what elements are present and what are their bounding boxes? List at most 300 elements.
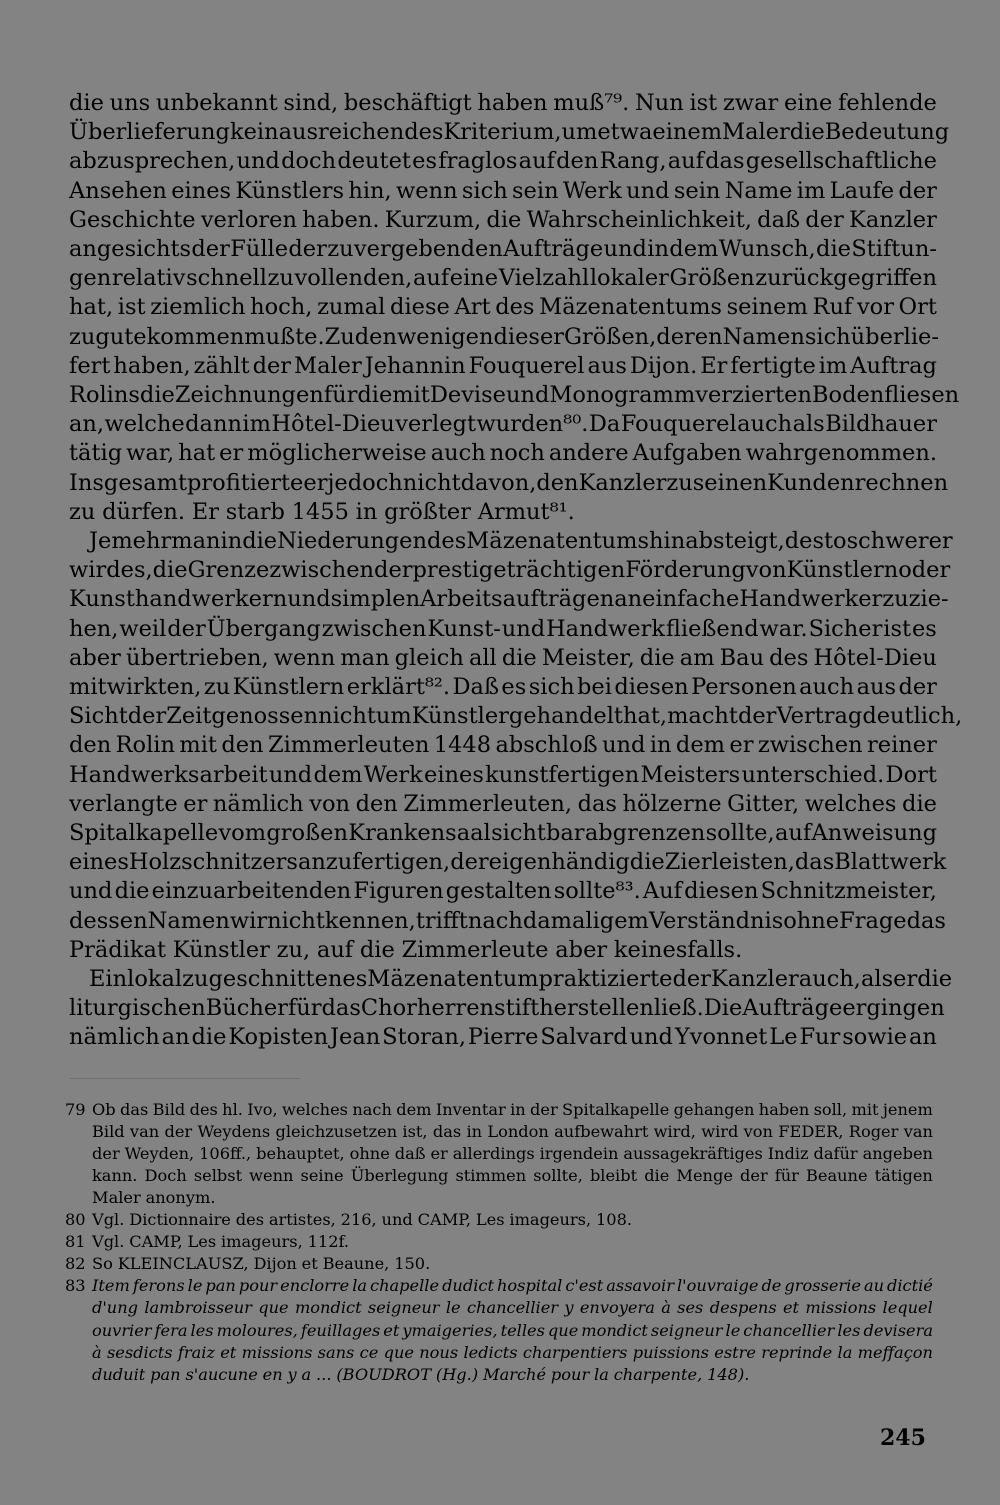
word: wird — [701, 1122, 739, 1142]
word: dafür — [813, 1144, 858, 1164]
word: Hôtel-Dieu — [271, 411, 395, 438]
word: reiner — [867, 732, 937, 759]
word: die — [902, 790, 937, 817]
word: jedoch — [327, 469, 403, 496]
word: wenigen — [397, 323, 494, 350]
word: Beaune — [806, 1166, 868, 1186]
word: nicht — [318, 703, 376, 730]
word: fertigte — [730, 352, 816, 379]
word: reprinde — [761, 1342, 833, 1362]
word: mit — [851, 1100, 879, 1119]
word: sollte, — [533, 1166, 583, 1186]
word: und — [505, 382, 550, 408]
footnote-number: 79 — [65, 1100, 86, 1119]
word: zwar — [722, 90, 779, 116]
word: Mäzenatentum — [367, 966, 539, 992]
word: und — [602, 732, 646, 759]
word: Aufgaben — [632, 440, 742, 467]
word: mondict — [581, 1320, 648, 1340]
word: an — [909, 1024, 937, 1051]
word: Stiftun- — [851, 236, 937, 262]
word: am — [679, 644, 715, 671]
word: Kunden — [767, 469, 855, 496]
word: vergebenden — [353, 236, 503, 262]
word: Werk — [363, 761, 423, 788]
word: van — [903, 1122, 933, 1142]
word: Dijon. — [629, 352, 698, 379]
word: die — [639, 644, 675, 671]
word: charpentiers — [522, 1342, 628, 1362]
footnote-line — [65, 1364, 933, 1386]
word: Kanzler — [578, 469, 667, 496]
text-line — [69, 906, 946, 936]
word: zugute — [69, 323, 147, 350]
word: das — [794, 849, 835, 876]
word: herstellen — [539, 995, 654, 1022]
word: er — [183, 790, 208, 817]
word: er — [893, 966, 918, 992]
word: uns — [109, 90, 151, 116]
word: Namen — [147, 907, 230, 934]
word: la — [594, 1364, 609, 1384]
word: Er — [700, 352, 728, 379]
word: et — [782, 1298, 800, 1318]
word: Spitalkapelle — [69, 820, 219, 846]
word: Arbeitsaufträgen — [420, 586, 615, 613]
word: 150. — [394, 1254, 431, 1274]
word: soll, — [813, 1100, 848, 1119]
text-line — [69, 234, 937, 264]
word: Künstler — [411, 703, 509, 730]
word: le — [725, 1320, 741, 1340]
footnote-line — [65, 1275, 933, 1297]
word: es — [412, 148, 438, 175]
word: mit — [392, 382, 430, 408]
word: le — [445, 1298, 461, 1318]
word: Dort — [885, 761, 937, 788]
word: gleich — [394, 644, 464, 671]
word: Beaune, — [322, 1254, 390, 1274]
word: nach — [352, 1100, 392, 1119]
word: ce — [359, 1342, 379, 1362]
word: chancellier — [466, 1298, 559, 1318]
word: kunstfertigen — [485, 761, 640, 788]
page-number: 245 — [880, 1425, 926, 1451]
footnote-text — [92, 1253, 933, 1275]
footnote-number: 81 — [65, 1232, 86, 1252]
text-line — [69, 555, 951, 585]
word: Wahrscheinlichkeit, — [526, 206, 752, 233]
word: dem — [669, 236, 719, 262]
word: ouvrier — [92, 1320, 152, 1340]
word: zwischen — [321, 615, 427, 642]
word: Armut⁸¹. — [477, 498, 575, 525]
footnote-number: 82 — [65, 1254, 86, 1274]
text-line — [69, 438, 937, 468]
word: Auf — [642, 878, 682, 905]
word: puissions — [632, 1342, 709, 1362]
word: Grenze — [187, 557, 270, 584]
word: mit — [179, 732, 217, 759]
footnote-line — [65, 1099, 933, 1121]
word: oder — [898, 557, 951, 584]
word: zu — [267, 265, 294, 292]
word: la — [352, 1276, 368, 1296]
footnote-text — [92, 1275, 933, 1297]
word: pour — [238, 1276, 278, 1296]
word: selbst — [193, 1166, 243, 1186]
word: Jehannin — [364, 352, 466, 379]
word: damaligem — [522, 907, 649, 934]
footnote-text — [92, 1209, 933, 1231]
word: als — [792, 411, 825, 438]
footnote-number: 80 — [65, 1210, 86, 1230]
word: fraglos — [438, 148, 518, 175]
word: daß — [757, 206, 801, 233]
word: Les — [187, 1232, 217, 1252]
word: der — [127, 703, 167, 730]
word: die — [501, 644, 537, 671]
word: simplen — [330, 586, 421, 613]
word: zu — [666, 469, 693, 496]
word: für — [323, 382, 358, 408]
word: er — [219, 440, 244, 467]
word: wenn — [396, 177, 458, 204]
word: à — [661, 1298, 671, 1318]
word: der — [92, 1144, 120, 1164]
word: der — [898, 177, 937, 204]
word: den — [69, 732, 112, 759]
word: bei — [577, 674, 612, 700]
word: Fouquerel — [468, 352, 585, 379]
word: Bau — [719, 644, 765, 671]
word: die — [789, 119, 825, 146]
word: rechnen — [854, 469, 949, 496]
word: Bodenfliesen — [812, 382, 960, 408]
word: verlangte — [69, 790, 178, 817]
word: Je — [89, 528, 112, 554]
word: nach — [467, 907, 523, 934]
word: als — [860, 966, 894, 992]
word: anzufertigen, — [297, 849, 451, 876]
word: duduit — [92, 1364, 146, 1384]
footnote-line — [65, 1342, 933, 1364]
word: au — [863, 1276, 885, 1296]
word: wurden⁸⁰. — [476, 411, 589, 438]
text-line — [69, 176, 937, 206]
word: prestigeträchtigen — [412, 557, 626, 584]
word: kann. — [92, 1166, 138, 1186]
word: Hôtel-Dieu — [813, 644, 937, 671]
word: und — [381, 1210, 413, 1230]
word: ist — [883, 615, 912, 642]
word: all — [468, 644, 497, 671]
word: 216, — [340, 1210, 377, 1230]
word: charpente, — [613, 1364, 703, 1384]
word: nämlich — [212, 790, 304, 817]
word: estre — [714, 1342, 756, 1362]
word: und — [629, 1024, 673, 1051]
word: abzusprechen, — [69, 148, 236, 175]
word: haben. — [302, 206, 380, 233]
word: sich — [804, 323, 851, 350]
word: der — [530, 1100, 558, 1119]
word: Pierre — [467, 1024, 539, 1051]
word: Die — [703, 995, 743, 1022]
word: muß⁷⁹. — [553, 90, 630, 116]
word: auch — [799, 674, 855, 700]
word: despens — [709, 1298, 777, 1318]
word: Rang, — [599, 148, 667, 175]
word: für — [287, 995, 322, 1022]
word: sind, — [283, 90, 339, 116]
word: etwa — [597, 119, 653, 146]
word: FEDER, — [778, 1122, 844, 1142]
word: allerdings — [452, 1144, 535, 1164]
word: Marché — [483, 1364, 547, 1384]
word: Roger — [848, 1122, 899, 1142]
word: Mäzenatentums — [466, 528, 650, 554]
word: zu — [882, 586, 909, 613]
word: die — [357, 382, 393, 408]
word: CAMP, — [129, 1232, 183, 1252]
word: Künstler — [172, 936, 270, 963]
word: Förderung — [625, 557, 746, 584]
word: der — [805, 206, 844, 233]
word: vor — [856, 294, 894, 321]
word: KLEINCLAUSZ, — [117, 1254, 249, 1274]
word: verloren — [200, 206, 297, 233]
word: imageurs, — [221, 1232, 303, 1252]
word: wenn — [273, 644, 336, 671]
word: übertrieben, — [125, 644, 269, 671]
word: des — [769, 644, 809, 671]
word: Bild — [92, 1122, 125, 1142]
word: Yvonnet — [674, 1024, 768, 1051]
word: das — [577, 790, 617, 817]
word: imageurs, — [509, 1210, 592, 1230]
word: d'ung — [92, 1298, 139, 1318]
word: Künstlers — [235, 177, 345, 204]
word: Zimmerleute — [401, 936, 549, 963]
word: 1455 — [291, 498, 349, 525]
word: haben, — [113, 352, 191, 379]
word: hin, — [348, 177, 392, 204]
footnote-text — [92, 1099, 933, 1121]
footnote-line — [65, 1143, 933, 1165]
word: que — [547, 1320, 579, 1340]
word: dürfen. — [102, 498, 186, 525]
word: zwischen — [269, 557, 375, 584]
word: Indiz — [767, 1144, 809, 1164]
word: Weyden, — [124, 1144, 195, 1164]
word: mitwirkten, — [69, 674, 202, 700]
word: zie- — [908, 586, 949, 613]
text-line — [69, 672, 937, 702]
word: und — [626, 177, 670, 204]
word: auch — [430, 440, 486, 467]
word: abgrenzen — [584, 820, 706, 846]
word: Le — [769, 1024, 798, 1051]
footnote-text — [92, 1187, 933, 1209]
word: Rolins — [69, 382, 140, 408]
word: Werk — [562, 177, 622, 204]
footnote-line — [65, 1187, 933, 1209]
word: à — [92, 1342, 102, 1362]
word: starb — [225, 498, 285, 525]
word: beschäftigt — [343, 90, 472, 116]
word: seinem — [726, 294, 808, 321]
text-line — [69, 292, 937, 322]
word: nicht — [402, 469, 461, 496]
word: Spitalkapelle — [562, 1100, 670, 1119]
word: den — [355, 790, 398, 817]
word: seine — [300, 1166, 344, 1186]
word: lambroisseur — [144, 1298, 252, 1318]
word: der — [164, 1122, 193, 1142]
word: fehlende — [838, 90, 937, 116]
word: missions — [805, 1298, 877, 1318]
word: Weydens — [197, 1122, 271, 1142]
word: es — [501, 674, 527, 700]
word: y — [287, 1364, 297, 1384]
word: Bildhauer — [825, 411, 937, 438]
word: bleibt — [589, 1166, 638, 1186]
text-line — [89, 964, 953, 994]
word: artistes, — [268, 1210, 336, 1230]
word: wahrgenommen. — [745, 440, 937, 467]
word: war. — [759, 615, 808, 642]
word: aber — [69, 644, 121, 671]
text-line — [69, 117, 950, 147]
word: Zeitgenossen — [166, 703, 319, 730]
word: eines — [171, 177, 232, 204]
footnote-number: 83 — [65, 1276, 86, 1296]
word: Ort — [898, 294, 937, 321]
word: den — [354, 323, 397, 350]
word: in — [647, 236, 669, 262]
word: die — [629, 849, 665, 876]
word: Item — [92, 1276, 130, 1296]
word: welches — [282, 1100, 348, 1119]
word: Größen — [669, 265, 755, 292]
word: 106ff., — [199, 1144, 252, 1164]
word: diese — [390, 294, 450, 321]
word: einem — [652, 119, 723, 146]
word: von — [743, 1122, 773, 1142]
word: Maler — [722, 119, 790, 146]
word: in — [220, 528, 243, 554]
word: vollenden, — [294, 265, 413, 292]
word: Salvard — [540, 1024, 628, 1051]
word: des — [495, 294, 535, 321]
word: zwischen — [757, 732, 863, 759]
text-line — [69, 468, 949, 498]
word: devisera — [863, 1320, 933, 1340]
word: der — [288, 236, 327, 262]
word: Schnitzmeister, — [760, 878, 937, 905]
word: anonym. — [145, 1188, 216, 1208]
word: chancellier — [743, 1320, 835, 1340]
word: 148). — [707, 1364, 750, 1384]
word: ferons — [132, 1276, 185, 1296]
word: ohne — [783, 907, 840, 934]
text-line — [69, 789, 937, 819]
word: weil — [119, 615, 167, 642]
word: erklärt⁸². — [346, 674, 451, 700]
word: dieser — [493, 323, 565, 350]
text-line — [69, 701, 963, 731]
word: diesen — [614, 674, 689, 700]
word: ymaigeries, — [402, 1320, 498, 1340]
word: möglicherweise — [247, 440, 427, 467]
word: Da — [588, 411, 621, 438]
word: tätigen — [874, 1166, 933, 1186]
word: der — [374, 557, 413, 584]
word: das — [705, 148, 745, 175]
word: mußte. — [244, 323, 325, 350]
word: ... — [316, 1364, 332, 1384]
word: davon, — [460, 469, 537, 496]
word: telles — [500, 1320, 545, 1340]
word: irgendein — [539, 1144, 619, 1164]
text-line — [69, 351, 937, 381]
word: einfache — [642, 586, 740, 613]
word: um — [375, 703, 412, 730]
word: Geschichte — [69, 206, 196, 233]
word: zu, — [276, 936, 311, 963]
word: die — [139, 382, 175, 408]
word: Künstlern — [786, 557, 899, 584]
word: trifft — [415, 907, 468, 934]
word: feuillages — [300, 1320, 381, 1340]
word: aus — [856, 674, 897, 700]
word: CAMP, — [417, 1210, 472, 1230]
word: an, — [69, 411, 105, 438]
word: gleichzusetzen — [275, 1122, 398, 1142]
word: die — [644, 1166, 670, 1186]
word: Zimmerleuten — [267, 732, 430, 759]
word: die — [359, 936, 395, 963]
word: ledicts — [463, 1342, 518, 1362]
word: es, — [120, 557, 153, 584]
word: assavoir — [606, 1276, 674, 1296]
word: et — [383, 1320, 400, 1340]
word: Insgesamt — [69, 469, 187, 496]
word: Ruf — [812, 294, 853, 321]
word: der — [672, 966, 711, 992]
word: Sicht — [69, 703, 128, 730]
text-line — [69, 993, 945, 1023]
word: Rolin — [115, 732, 175, 759]
word: haben — [477, 90, 548, 116]
word: Überlieferung — [69, 119, 230, 146]
word: man — [340, 644, 390, 671]
word: mondict — [294, 1298, 362, 1318]
word: Monogramm — [549, 382, 696, 408]
word: kein — [229, 119, 279, 146]
text-line — [69, 146, 937, 176]
word: dictié — [887, 1276, 933, 1296]
word: mehr — [111, 528, 172, 554]
word: er — [729, 732, 754, 759]
word: Fouquerel — [620, 411, 737, 438]
word: Meisters — [640, 761, 741, 788]
footnote-line — [65, 1297, 933, 1319]
word: war, — [126, 440, 175, 467]
word: envoyera — [579, 1298, 655, 1318]
word: aus — [587, 352, 627, 379]
